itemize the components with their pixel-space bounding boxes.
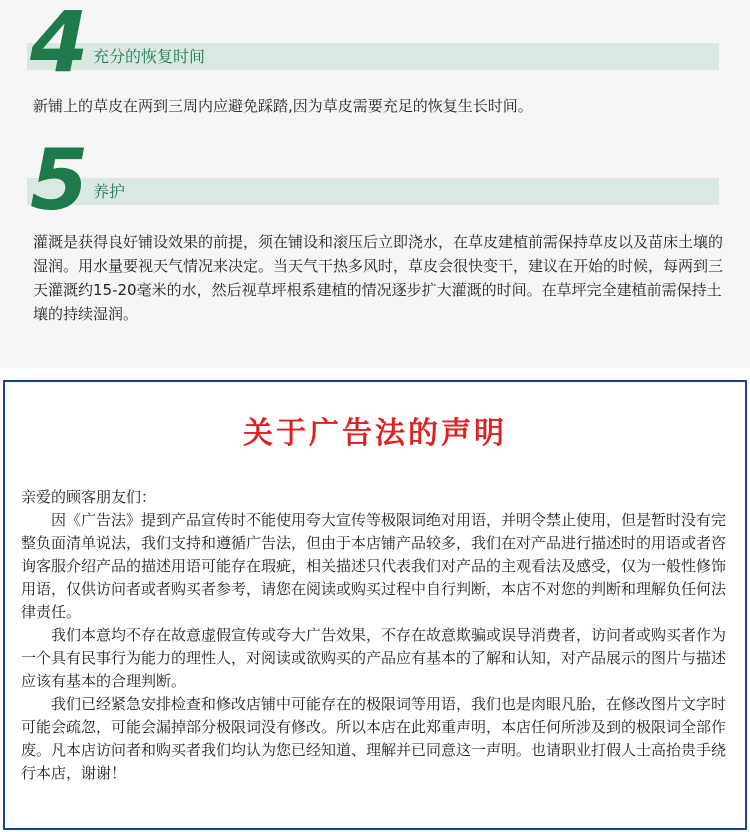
notice-body [21, 486, 733, 785]
notice-greeting: 亲爱的顾客朋友们： [21, 488, 157, 506]
section-divider [0, 368, 750, 380]
notice-paragraph-3: 我们已经紧急安排检查和修改店铺中可能存在的极限词等用语，我们也是肉眼凡胎，在修改图片文字时可能会疏忽，可能会漏掉部分极限词没有修改。所以本店在此郑重声明，本店任何所涉及到的极限词全部作废。凡本店访问者和购买者我们均认为您已经知道、理解并已同意这一声明。也请职业打假人士高抬贵手绕行本店，谢谢！ [21, 695, 727, 782]
section-4-title: 充分的恢复时间 [93, 47, 206, 66]
section-5-header-band [27, 178, 719, 205]
care-instructions-section [0, 0, 750, 368]
notice-paragraph-1: 因《广告法》提到产品宣传时不能使用夸大宣传等极限词绝对用语，并明令禁止使用，但是暂时没有完整负面清单说法，我们支持和遵循广告法，但由于本店铺产品较多，我们在对产品进行描述时的用语或者咨询客服介绍产品的描述用语可能存在瑕疵，相关描述只代表我们对产品的主观看法及感受，仅为一般性修饰用语，仅供访问者或者购买者参考，请您在阅读或购买过程中自行判断，本店不对您的判断和理解负任何法律责任。 [21, 511, 727, 621]
section-4-number: 4 [30, 0, 87, 91]
section-5-title: 养护 [93, 182, 126, 201]
ad-law-notice-box [3, 380, 747, 830]
notice-paragraph-2: 我们本意均不存在故意虚假宣传或夸大广告效果，不存在故意欺骗或误导消费者，访问者或购买者作为一个具有民事行为能力的理性人，对阅读或欲购买的产品应有基本的了解和认知，对产品展示的图片与描述应该有基本的合理判断。 [21, 626, 727, 690]
notice-title: 关于广告法的声明 [243, 416, 507, 451]
section-5-number: 5 [30, 131, 87, 229]
section-4-text: 新铺上的草皮在两到三周内应避免踩踏,因为草皮需要充足的恢复生长时间。 [33, 97, 533, 115]
section-5-text: 灌溉是获得良好铺设效果的前提，须在铺设和滚压后立即浇水，在草皮建植前需保持草皮以及苗床土壤的湿润。用水量要视天气情况来决定。当天气干热多风时，草皮会很快变干，建议在开始的时候，每两到三天灌溉约15-20毫米的水，然后视草坪根系建植的情况逐步扩大灌溉的时间。在草坪完全建植前需保持土壤的持续湿润。 [33, 233, 724, 323]
